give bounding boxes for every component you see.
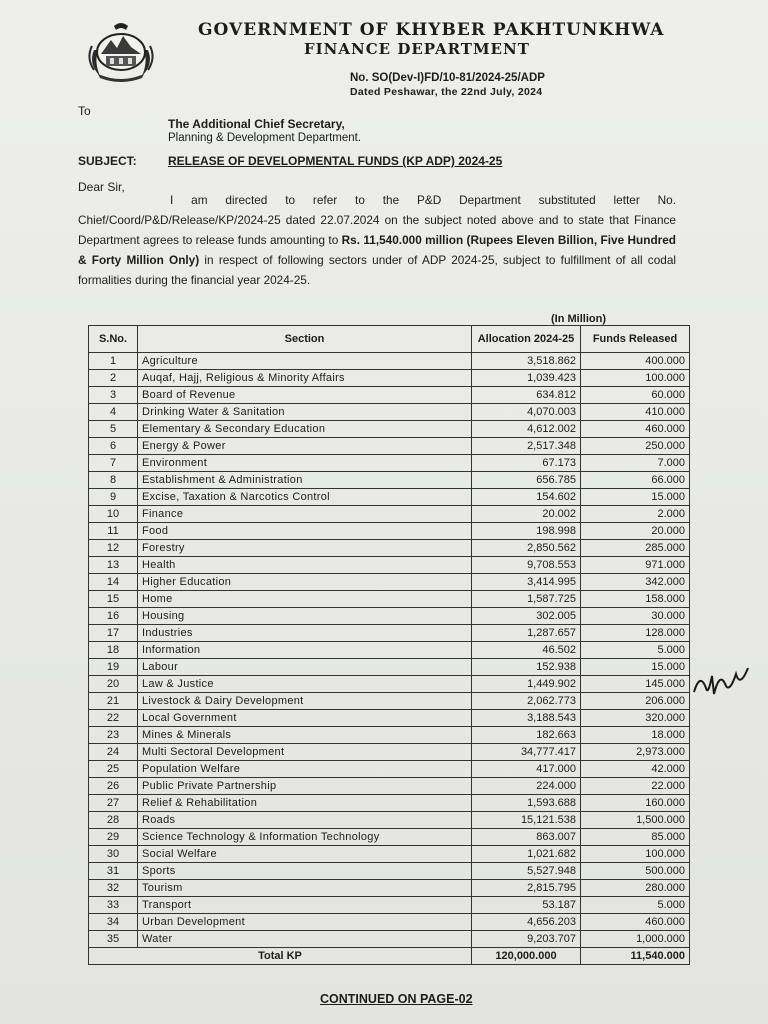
row-released: 158.000 [581,591,690,608]
row-sno: 31 [89,863,138,880]
table-row [89,829,690,846]
row-sno: 9 [89,489,138,506]
row-section: Roads [138,812,472,829]
row-released: 30.000 [581,608,690,625]
row-allocation: 9,203.707 [472,931,581,948]
table-row [89,744,690,761]
table-row [89,710,690,727]
row-released: 400.000 [581,353,690,370]
row-released: 280.000 [581,880,690,897]
row-sno: 34 [89,914,138,931]
row-released: 5.000 [581,642,690,659]
row-allocation: 1,287.657 [472,625,581,642]
funds-table [88,325,690,965]
row-allocation: 2,850.562 [472,540,581,557]
header-allocation: Allocation 2024-25 [472,326,581,353]
funds-table-body [89,353,690,948]
row-allocation: 1,449.902 [472,676,581,693]
row-released: 320.000 [581,710,690,727]
table-row [89,880,690,897]
subject-text: RELEASE OF DEVELOPMENTAL FUNDS (KP ADP) 2024-25 [168,154,503,168]
row-section: Population Welfare [138,761,472,778]
department-title: FINANCE DEPARTMENT [304,40,530,58]
table-header-row [89,326,690,353]
table-row [89,489,690,506]
row-released: 60.000 [581,387,690,404]
body-text-1: I am directed to refer to the P&D Department substituted letter No. Chief/Coord/P&D/Release/KP/2024-25 dated 22.07.2024 on the subject noted above and to state that Finance Department agrees to release funds amounting to [78,193,676,247]
table-row [89,438,690,455]
row-allocation: 9,708.553 [472,557,581,574]
row-section: Higher Education [138,574,472,591]
row-allocation: 2,517.348 [472,438,581,455]
row-section: Housing [138,608,472,625]
total-label: Total KP [89,948,472,965]
row-section: Elementary & Secondary Education [138,421,472,438]
total-released: 11,540.000 [581,948,690,965]
table-row [89,642,690,659]
row-section: Labour [138,659,472,676]
addressee-title: The Additional Chief Secretary, [168,117,345,131]
row-released: 410.000 [581,404,690,421]
row-released: 7.000 [581,455,690,472]
handwritten-initials-icon [690,662,758,702]
row-released: 5.000 [581,897,690,914]
row-released: 128.000 [581,625,690,642]
row-allocation: 4,612.002 [472,421,581,438]
row-allocation: 3,518.862 [472,353,581,370]
row-sno: 11 [89,523,138,540]
row-section: Auqaf, Hajj, Religious & Minority Affairs [138,370,472,387]
row-allocation: 417.000 [472,761,581,778]
row-allocation: 53.187 [472,897,581,914]
row-section: Urban Development [138,914,472,931]
table-row [89,761,690,778]
row-allocation: 2,815.795 [472,880,581,897]
row-section: Forestry [138,540,472,557]
row-allocation: 5,527.948 [472,863,581,880]
table-row [89,353,690,370]
row-allocation: 20.002 [472,506,581,523]
row-section: Tourism [138,880,472,897]
row-released: 15.000 [581,659,690,676]
row-section: Excise, Taxation & Narcotics Control [138,489,472,506]
row-sno: 18 [89,642,138,659]
row-sno: 5 [89,421,138,438]
row-released: 66.000 [581,472,690,489]
row-sno: 6 [89,438,138,455]
table-row [89,897,690,914]
row-section: Drinking Water & Sanitation [138,404,472,421]
row-section: Transport [138,897,472,914]
row-section: Science Technology & Information Technology [138,829,472,846]
row-allocation: 302.005 [472,608,581,625]
row-released: 85.000 [581,829,690,846]
row-sno: 21 [89,693,138,710]
row-section: Industries [138,625,472,642]
row-section: Energy & Power [138,438,472,455]
row-released: 460.000 [581,421,690,438]
table-row [89,659,690,676]
row-section: Public Private Partnership [138,778,472,795]
reference-number: No. SO(Dev-I)FD/10-81/2024-25/ADP [350,72,545,84]
row-allocation: 46.502 [472,642,581,659]
table-row [89,472,690,489]
row-sno: 10 [89,506,138,523]
kp-emblem-icon [84,20,158,82]
table-row [89,370,690,387]
addressee-department: Planning & Development Department. [168,132,362,144]
row-allocation: 154.602 [472,489,581,506]
row-sno: 28 [89,812,138,829]
table-row [89,506,690,523]
table-row [89,608,690,625]
row-section: Environment [138,455,472,472]
subject-label: SUBJECT: [78,154,137,168]
row-sno: 26 [89,778,138,795]
body-paragraph [78,190,676,290]
table-row [89,914,690,931]
row-sno: 20 [89,676,138,693]
row-allocation: 863.007 [472,829,581,846]
row-sno: 4 [89,404,138,421]
row-allocation: 4,656.203 [472,914,581,931]
table-row [89,387,690,404]
total-row [89,948,690,965]
total-allocation: 120,000.000 [472,948,581,965]
row-allocation: 1,593.688 [472,795,581,812]
row-allocation: 34,777.417 [472,744,581,761]
row-section: Water [138,931,472,948]
table-row [89,812,690,829]
table-row [89,625,690,642]
row-section: Establishment & Administration [138,472,472,489]
row-released: 2,973.000 [581,744,690,761]
row-released: 160.000 [581,795,690,812]
to-label: To [78,104,91,118]
row-released: 18.000 [581,727,690,744]
table-row [89,557,690,574]
row-allocation: 3,414.995 [472,574,581,591]
row-released: 1,000.000 [581,931,690,948]
row-allocation: 1,021.682 [472,846,581,863]
table-row [89,676,690,693]
row-allocation: 3,188.543 [472,710,581,727]
table-row [89,846,690,863]
row-allocation: 2,062.773 [472,693,581,710]
letter-date: Dated Peshawar, the 22nd July, 2024 [350,86,543,98]
row-section: Relief & Rehabilitation [138,795,472,812]
row-released: 500.000 [581,863,690,880]
row-sno: 15 [89,591,138,608]
row-allocation: 67.173 [472,455,581,472]
table-row [89,727,690,744]
row-released: 206.000 [581,693,690,710]
row-section: Livestock & Dairy Development [138,693,472,710]
row-allocation: 634.812 [472,387,581,404]
table-row [89,863,690,880]
header-section: Section [138,326,472,353]
unit-note: (In Million) [551,313,606,325]
salutation: Dear Sir, [78,180,125,194]
table-row [89,778,690,795]
row-sno: 30 [89,846,138,863]
row-sno: 32 [89,880,138,897]
row-section: Local Government [138,710,472,727]
row-released: 285.000 [581,540,690,557]
continued-note: CONTINUED ON PAGE-02 [320,992,473,1006]
row-section: Health [138,557,472,574]
row-sno: 25 [89,761,138,778]
row-sno: 13 [89,557,138,574]
row-sno: 23 [89,727,138,744]
row-released: 20.000 [581,523,690,540]
body-text-2: in respect of following sectors under of ADP 2024-25, subject to fulfillment of all codal formalities during the financial year 2024-25. [78,253,677,287]
table-row [89,931,690,948]
row-sno: 29 [89,829,138,846]
header-released: Funds Released [581,326,690,353]
row-section: Agriculture [138,353,472,370]
row-released: 342.000 [581,574,690,591]
row-section: Food [138,523,472,540]
row-released: 250.000 [581,438,690,455]
row-released: 42.000 [581,761,690,778]
row-sno: 22 [89,710,138,727]
row-sno: 19 [89,659,138,676]
row-sno: 35 [89,931,138,948]
row-allocation: 4,070.003 [472,404,581,421]
row-section: Finance [138,506,472,523]
release-amount: Rs. 11,540.000 million (Rupees Eleven Billion, Five Hundred & Forty Million Only) [78,233,677,267]
row-sno: 14 [89,574,138,591]
row-sno: 17 [89,625,138,642]
row-section: Information [138,642,472,659]
row-section: Social Welfare [138,846,472,863]
row-sno: 2 [89,370,138,387]
row-released: 460.000 [581,914,690,931]
row-allocation: 15,121.538 [472,812,581,829]
row-section: Home [138,591,472,608]
row-section: Board of Revenue [138,387,472,404]
row-allocation: 198.998 [472,523,581,540]
row-released: 15.000 [581,489,690,506]
table-row [89,693,690,710]
row-released: 1,500.000 [581,812,690,829]
row-sno: 16 [89,608,138,625]
table-row [89,404,690,421]
row-allocation: 182.663 [472,727,581,744]
row-allocation: 152.938 [472,659,581,676]
row-sno: 1 [89,353,138,370]
row-released: 100.000 [581,846,690,863]
row-sno: 33 [89,897,138,914]
row-allocation: 1,587.725 [472,591,581,608]
row-sno: 3 [89,387,138,404]
row-sno: 24 [89,744,138,761]
table-row [89,523,690,540]
row-section: Sports [138,863,472,880]
row-released: 22.000 [581,778,690,795]
government-title: GOVERNMENT OF KHYBER PAKHTUNKHWA [198,20,665,40]
row-released: 2.000 [581,506,690,523]
row-section: Law & Justice [138,676,472,693]
row-sno: 27 [89,795,138,812]
table-row [89,795,690,812]
header-sno: S.No. [89,326,138,353]
row-section: Multi Sectoral Development [138,744,472,761]
table-row [89,421,690,438]
row-sno: 7 [89,455,138,472]
row-sno: 12 [89,540,138,557]
table-row [89,574,690,591]
table-row [89,455,690,472]
table-row [89,591,690,608]
row-released: 100.000 [581,370,690,387]
row-allocation: 656.785 [472,472,581,489]
row-sno: 8 [89,472,138,489]
row-allocation: 224.000 [472,778,581,795]
row-released: 971.000 [581,557,690,574]
row-allocation: 1,039.423 [472,370,581,387]
row-released: 145.000 [581,676,690,693]
table-row [89,540,690,557]
row-section: Mines & Minerals [138,727,472,744]
